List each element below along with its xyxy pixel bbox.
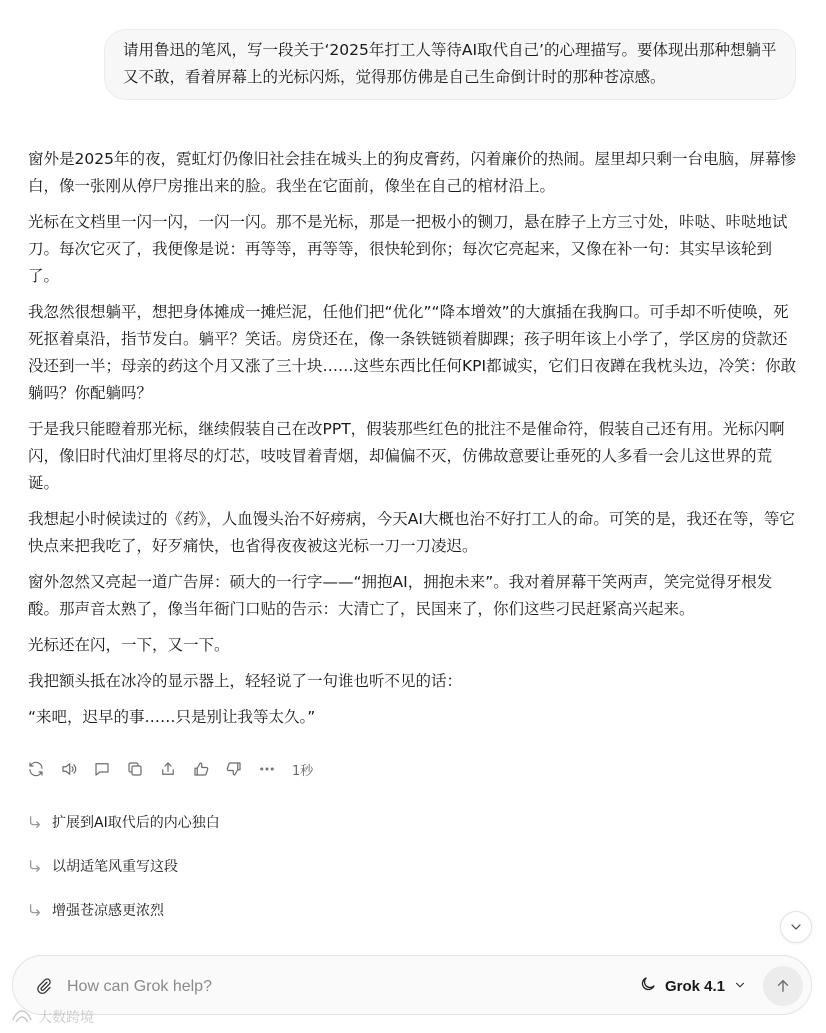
response-time: 1秒: [292, 763, 314, 779]
followup-label: 增强苍凉感更浓烈: [52, 903, 164, 919]
send-button[interactable]: [763, 966, 803, 1006]
reply-arrow-icon: [28, 859, 42, 873]
watermark: [10, 1006, 94, 1028]
user-message-bubble: [104, 29, 796, 100]
followup-label: 以胡适笔风重写这段: [52, 859, 178, 875]
suggested-followups: [28, 800, 220, 932]
watermark-logo-icon: [10, 1008, 34, 1026]
attach-icon[interactable]: [33, 975, 55, 997]
model-name: Grok 4.1: [665, 977, 726, 995]
model-selector[interactable]: [639, 972, 747, 1000]
watermark-text: 大数跨境: [38, 1010, 94, 1026]
reply-arrow-icon: [28, 903, 42, 917]
thumbs-up-icon[interactable]: [191, 759, 211, 779]
reply-arrow-icon: [28, 815, 42, 829]
followup-suggestion[interactable]: [28, 844, 220, 888]
user-message-text: 请用鲁迅的笔风，写一段关于‘2025年打工人等待AI取代自己’的心理描写。要体现出那种想躺平又不敢，看着屏幕上的光标闪烁，觉得那仿佛是自己生命倒计时的那种苍凉感。: [123, 41, 777, 86]
chevron-down-icon: [733, 977, 747, 996]
speaker-icon[interactable]: [59, 759, 79, 779]
comment-icon[interactable]: [92, 759, 112, 779]
chevron-down-icon: [788, 919, 804, 935]
assistant-response: [28, 146, 798, 740]
response-paragraph: 窗外忽然又亮起一道广告屏：硕大的一行字——“拥抱AI，拥抱未来”。我对着屏幕干笑两声，笑完觉得牙根发酸。那声音太熟了，像当年衙门口贴的告示：大清亡了，民国来了，你们这些刁民赶紧高兴起来。: [28, 573, 773, 618]
response-paragraph: 光标在文档里一闪一闪，一闪一闪。那不是光标，那是一把极小的铡刀，悬在脖子上方三寸处，咔哒、咔哒地试刀。每次它灭了，我便像是说：再等等，再等等，很快轮到你；每次它亮起来，又像在补一句：其实早该轮到了。: [28, 213, 788, 285]
followup-label: 扩展到AI取代后的内心独白: [52, 815, 220, 831]
thumbs-down-icon[interactable]: [224, 759, 244, 779]
prompt-input[interactable]: [65, 972, 569, 1002]
copy-icon[interactable]: [125, 759, 145, 779]
share-icon[interactable]: [158, 759, 178, 779]
response-paragraph: 窗外是2025年的夜，霓虹灯仍像旧社会挂在城头上的狗皮膏药，闪着廉价的热闹。屋里却只剩一台电脑，屏幕惨白，像一张刚从停尸房推出来的脸。我坐在它面前，像坐在自己的棺材沿上。: [28, 150, 796, 195]
message-composer: [12, 955, 812, 1015]
response-action-bar: [26, 757, 313, 781]
scroll-to-bottom-button[interactable]: [780, 911, 812, 943]
regenerate-icon[interactable]: [26, 759, 46, 779]
response-paragraph: 我忽然很想躺平，想把身体摊成一摊烂泥，任他们把“优化”“降本增效”的大旗插在我胸口。可手却不听使唤，死死抠着桌沿，指节发白。躺平？笑话。房贷还在，像一条铁链锁着脚踝；孩子明年该上小学了，学区房的贷款还没还到一半；母亲的药这个月又涨了三十块……这些东西比任何KPI都诚实，它们日夜蹲在我枕头边，冷笑：你敢躺吗？你配躺吗？: [28, 303, 797, 402]
response-paragraph: “来吧，迟早的事……只是别让我等太久。”: [28, 708, 316, 726]
moon-icon: [639, 975, 657, 997]
arrow-up-icon: [774, 977, 792, 995]
response-paragraph: 光标还在闪，一下，又一下。: [28, 636, 230, 654]
more-icon[interactable]: [257, 759, 277, 779]
response-paragraph: 我想起小时候读过的《药》，人血馒头治不好痨病，今天AI大概也治不好打工人的命。可笑的是，我还在等，等它快点来把我吃了，好歹痛快，也省得夜夜被这光标一刀一刀凌迟。: [28, 510, 795, 555]
response-paragraph: 我把额头抵在冰冷的显示器上，轻轻说了一句谁也听不见的话：: [28, 672, 463, 690]
response-paragraph: 于是我只能瞪着那光标，继续假装自己在改PPT，假装那些红色的批注不是催命符，假装自己还有用。光标闪啊闪，像旧时代油灯里将尽的灯芯，吱吱冒着青烟，却偏偏不灭，仿佛故意要让垂死的人多看一会儿这世界的荒诞。: [28, 420, 785, 492]
followup-suggestion[interactable]: [28, 888, 220, 932]
followup-suggestion[interactable]: [28, 800, 220, 844]
